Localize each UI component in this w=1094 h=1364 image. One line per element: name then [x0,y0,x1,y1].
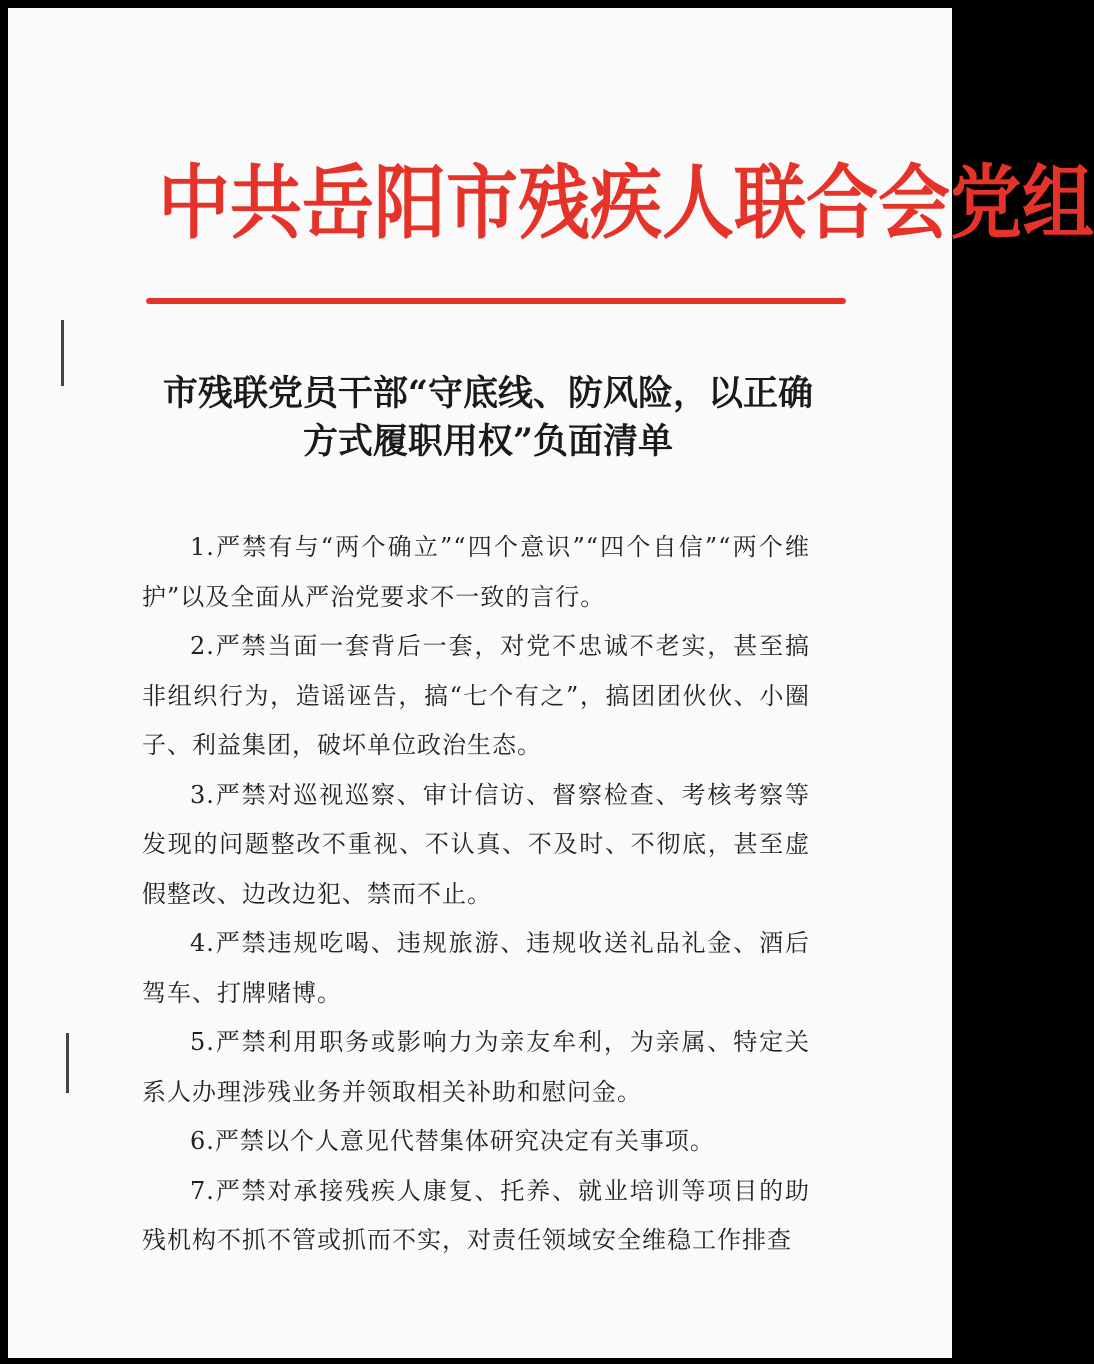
list-item: 2.严禁当面一套背后一套，对党不忠诚不老实，甚至搞非组织行为，造谣诬告，搞“七个有之”，搞团团伙伙、小圈子、利益集团，破坏单位政治生态。 [142,632,810,759]
document-page [8,8,1094,1358]
red-divider-line [146,298,846,304]
binding-margin-mark [66,1033,69,1093]
document-title-line-2: 方式履职用权”负面清单 [302,421,674,462]
list-item: 6.严禁以个人意见代替集体研究决定有关事项。 [190,1127,715,1155]
list-item: 1.严禁有与“两个确立”“四个意识”“四个自信”“两个维护”以及全面从严治党要求不一致的言行。 [142,533,810,611]
list-item: 5.严禁利用职务或影响力为亲友牟利，为亲属、特定关系人办理涉残业务并领取相关补助和慰问金。 [142,1028,810,1106]
document-body [142,523,810,1266]
list-item: 7.严禁对承接残疾人康复、托养、就业培训等项目的助残机构不抓不管或抓而不实，对责任领域安全维稳工作排查 [142,1176,810,1254]
binding-margin-mark [61,320,64,386]
list-item: 3.严禁对巡视巡察、审计信访、督察检查、考核考察等发现的问题整改不重视、不认真、不及时、不彻底，甚至虚假整改、边改边犯、禁而不止。 [142,780,810,908]
org-header-title: 中共岳阳市残疾人联合会党组 [158,154,1094,250]
list-item: 4.严禁违规吃喝、违规旅游、违规收送礼品礼金、酒后驾车、打牌赌博。 [142,929,810,1007]
document-title [138,370,838,466]
document-title-line-1: 市残联党员干部“守底线、防风险，以正确 [162,373,814,414]
